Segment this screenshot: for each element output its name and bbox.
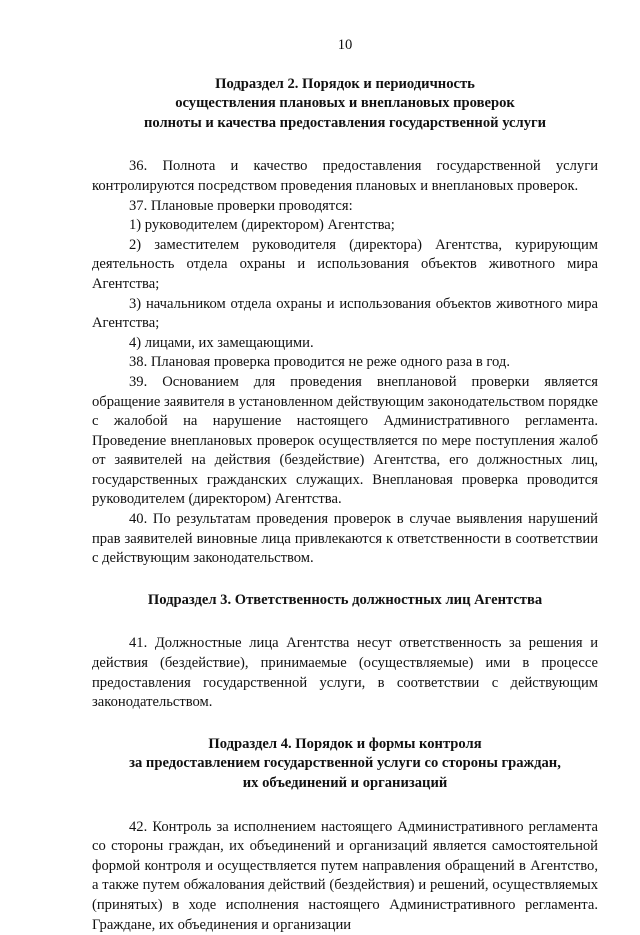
paragraph-41: 41. Должностные лица Агентства несут ответственность за решения и действия (бездействие), принимаемые (осуществляемые) ими в процессе предоставления государственной услуги, в соответствии с действующим законодательством.	[92, 635, 598, 711]
heading-line: полноты и качества предоставления государственной услуги	[143, 114, 547, 131]
heading-line: Подраздел 3. Ответственность должностных лиц Агентства	[147, 591, 543, 608]
list-item-3: 3) начальником отдела охраны и использования объектов животного мира Агентства;	[92, 295, 598, 332]
section-3-heading	[92, 591, 598, 611]
list-item-1: 1) руководителем (директором) Агентства;	[129, 217, 395, 234]
list-item-2: 2) заместителем руководителя (директора) Агентства, курирующим деятельность отдела охраны и использования объектов животного мира Агентства;	[92, 236, 598, 292]
paragraph-36: 36. Полнота и качество предоставления государственной услуги контролируются посредством проведения плановых и внеплановых проверок.	[92, 158, 598, 194]
section-2	[92, 75, 598, 569]
heading-line: Подраздел 2. Порядок и периодичность	[215, 75, 475, 92]
list-item-4: 4) лицами, их замещающими.	[129, 334, 314, 351]
paragraph-40: 40. По результатам проведения проверок в случае выявления нарушений прав заявителей виновные лица привлекаются к ответственности в соответствии с действующим законодательством.	[92, 511, 598, 567]
paragraph-39: 39. Основанием для проведения внеплановой проверки является обращение заявителя в установленном действующим законодательством порядке с жалобой на нарушение настоящего Административного регламента. Проведение внеплановых проверок осуществляется по мере поступления жалоб от заявителей на действия (бездействие) Агентства, его должностных лиц, государственных гражданских служащих. Внеплановая проверка проводится руководителем (директором) Агентства.	[92, 373, 598, 508]
heading-line: их объединений и организаций	[242, 775, 448, 791]
paragraph-42: 42. Контроль за исполнением настоящего Административного регламента со стороны граждан, их объединений и организаций является самостоятельной формой контроля и осуществляется путем направления обращений в Агентство, а также путем обжалования действий (бездействия) и решений, осуществляемых (принятых) в ходе исполнения настоящего Административного регламента. Граждане, их объединения и организации	[92, 818, 598, 933]
paragraph-37: 37. Плановые проверки проводятся:	[129, 197, 353, 214]
heading-line: за предоставлением государственной услуги со стороны граждан,	[129, 755, 561, 772]
paragraph-38: 38. Плановая проверка проводится не реже одного раза в год.	[129, 354, 510, 371]
section-2-heading	[92, 75, 598, 134]
page-number: 10	[337, 37, 353, 53]
heading-line: Подраздел 4. Порядок и формы контроля	[208, 735, 482, 752]
section-4-heading	[92, 735, 598, 794]
section-3	[92, 591, 598, 713]
heading-line: осуществления плановых и внеплановых проверок	[175, 95, 515, 112]
